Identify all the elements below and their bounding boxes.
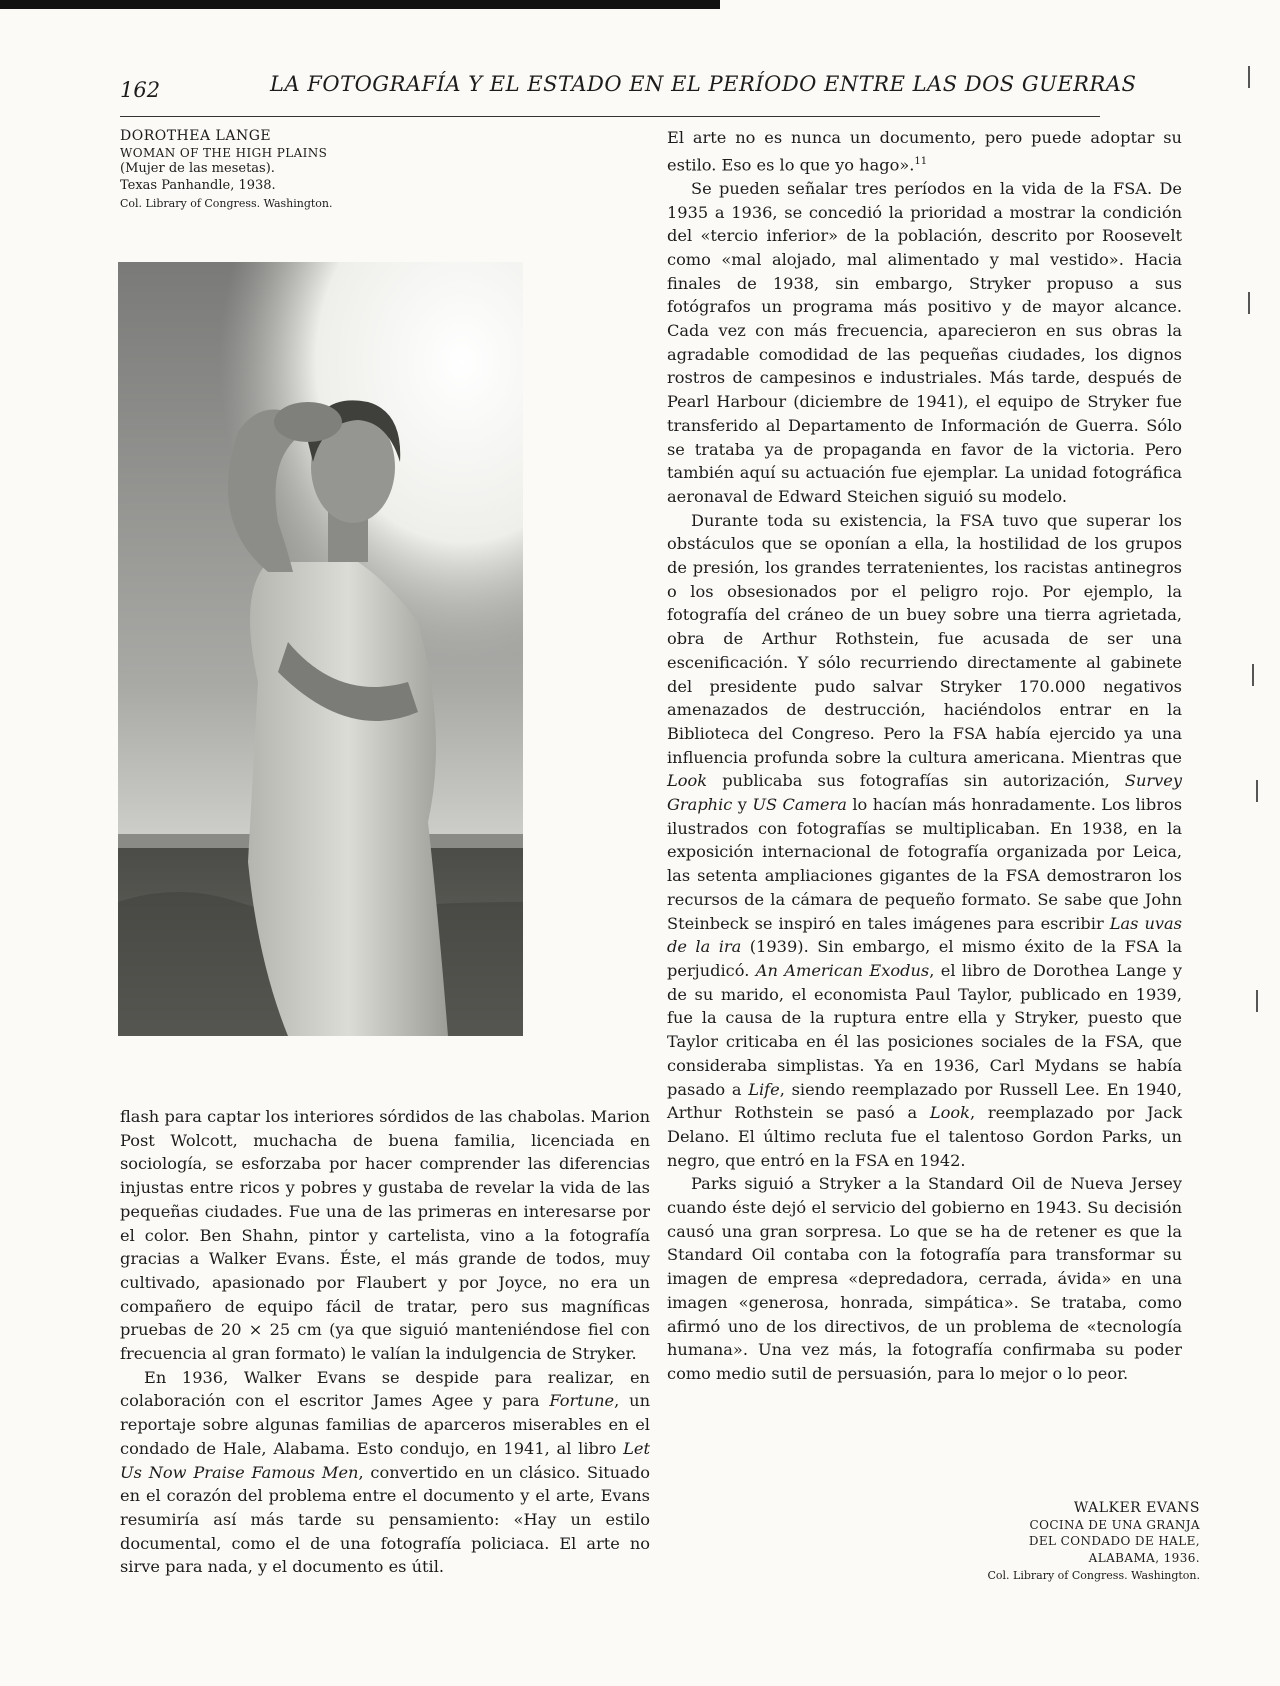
- caption-place-date: Texas Panhandle, 1938.: [120, 177, 276, 193]
- italic-title: Let Us Now Praise Famous Men: [120, 1438, 650, 1482]
- paragraph: flash para captar los interiores sórdidos de las chabolas. Marion Post Wolcott, muchacha de buena familia, licenciada en sociología, se esforzaba por hacer comprender las diferencias injustas entre ricos y pobres y gustaba de revelar la vida de las pequeñas ciudades. Fue una de las primeras en interesarse por el color. Ben Shahn, pintor y cartelista, vino a la fotografía gracias a Walker Evans. Éste, el más grande de todos, muy cultivado, apasionado por Flaubert y por Joyce, no era un compañero de equipo fácil de tratar, pero sus magníficas pruebas de 20 × 25 cm (ya que siguió manteniéndose fiel con frecuencia al gran formato) le valían la indulgencia de Stryker.: [120, 1107, 650, 1364]
- italic-title: Survey Graphic: [667, 771, 1182, 815]
- left-text-column: [120, 1105, 650, 1579]
- italic-title: Life: [748, 1079, 780, 1099]
- italic-title: Look: [929, 1103, 970, 1123]
- caption-title-line: COCINA DE UNA GRANJA: [1029, 1517, 1200, 1532]
- caption-author: DOROTHEA LANGE: [120, 128, 272, 144]
- italic-title: US Camera: [752, 795, 847, 815]
- photo-woman-of-the-high-plains: [118, 262, 523, 1036]
- caption-subtitle: (Mujer de las mesetas).: [120, 161, 275, 176]
- right-text-column: [667, 126, 1182, 1386]
- caption-title-line: DEL CONDADO DE HALE,: [1028, 1534, 1200, 1548]
- running-title: LA FOTOGRAFÍA Y EL ESTADO EN EL PERÍODO ENTRE LAS DOS GUERRAS: [270, 72, 1137, 96]
- caption-author: WALKER EVANS: [1073, 1500, 1200, 1516]
- scan-margin-mark: [1248, 292, 1250, 314]
- top-edge-rule: [0, 0, 720, 9]
- italic-title: Las uvas de la ira: [667, 913, 1182, 957]
- scan-margin-mark: [1248, 66, 1250, 88]
- caption-source: Col. Library of Congress. Washington.: [120, 197, 333, 210]
- paragraph: Parks siguió a Stryker a la Standard Oil de Nueva Jersey cuando éste dejó el servicio del gobierno en 1943. Su decisión causó una gran sorpresa. Lo que se ha de retener es que la Standard Oil contaba con la fotografía para transformar su imagen de empresa «depredadora, cerrada, ávida» en una imagen «generosa, honrada, simpática». Se trataba, como afirmó uno de los directivos, de un problema de «tecnología humana». Una vez más, la fotografía confirmaba su poder como medio sutil de persuasión, para lo mejor o lo peor.: [667, 1174, 1182, 1383]
- paragraph: Durante toda su existencia, la FSA tuvo que superar los obstáculos que se oponían a ella, la hostilidad de los grupos de presión, los grandes terratenientes, los racistas antinegros o los obsesionados por el peligro rojo. Por ejemplo, la fotografía del cráneo de un buey sobre una tierra agrietada, obra de Arthur Rothstein, fue acusada de ser una escenificación. Y sólo recurriendo directamente al gabinete del presidente pudo salvar Stryker 170.000 negativos amenazados de destrucción, haciéndolos entrar en la Biblioteca del Congreso. Pero la FSA había ejercido ya una influencia profunda sobre la cultura americana. Mientras que Look publicaba sus fotografías sin autorización, Survey Graphic y US Camera lo hacían más honradamente. Los libros ilustrados con fotografías se multiplicaban. En 1938, en la exposición internacional de fotografía organizada por Leica, las setenta ampliaciones gigantes de la FSA demostraron los recursos de la cámara de pequeño formato. Se sabe que John Steinbeck se inspiró en tales imágenes para escribir Las uvas de la ira (1939). Sin embargo, el mismo éxito de la FSA la perjudicó. An American Exodus, el libro de Dorothea Lange y de su marido, el economista Paul Taylor, publicado en 1939, fue la causa de la ruptura entre ella y Stryker, puesto que Taylor criticaba en él las posiciones sociales de la FSA, que consideraba simplistas. Ya en 1936, Carl Mydans se había pasado a Life, siendo reemplazado por Russell Lee. En 1940, Arthur Rothstein se pasó a Look, reemplazado por Jack Delano. El último recluta fue el talentoso Gordon Parks, un negro, que entró en la FSA en 1942.: [667, 510, 1183, 1170]
- caption-title: WOMAN OF THE HIGH PLAINS: [120, 145, 328, 160]
- scan-margin-mark: [1252, 664, 1254, 686]
- italic-title: An American Exodus: [755, 961, 930, 980]
- caption-source: Col. Library of Congress. Washington.: [987, 1569, 1200, 1582]
- paragraph: En 1936, Walker Evans se despide para realizar, en colaboración con el escritor James Agee y para Fortune, un reportaje sobre algunas familias de aparceros miserables en el condado de Hale, Alabama. Esto condujo, en 1941, al libro Let Us Now Praise Famous Men, convertido en un clásico. Situado en el corazón del problema entre el documento y el arte, Evans resumiría así más tarde su pensamiento: «Hay un estilo documental, como el de una fotografía policiaca. El arte no sirve para nada, y el documento es útil.: [120, 1367, 650, 1577]
- paragraph: El arte no es nunca un documento, pero puede adoptar su estilo. Eso es lo que yo hago».$^{11}$: [667, 128, 1182, 175]
- italic-title: Fortune: [549, 1391, 615, 1411]
- footnote-reference: 11: [914, 155, 928, 167]
- photo-caption-evans: [940, 1500, 1200, 1585]
- photo-caption-lange: [120, 128, 420, 213]
- scan-margin-mark: [1256, 780, 1258, 802]
- scan-margin-mark: [1256, 990, 1258, 1012]
- page-number: 162: [120, 78, 161, 102]
- page-header: [120, 72, 1137, 112]
- caption-title-line: ALABAMA, 1936.: [1088, 1550, 1200, 1565]
- italic-title: Look: [667, 771, 708, 791]
- header-rule: [120, 116, 1100, 117]
- paragraph: Se pueden señalar tres períodos en la vida de la FSA. De 1935 a 1936, se concedió la prioridad a mostrar la condición del «tercio inferior» de la población, descrito por Roosevelt como «mal alojado, mal alimentado y mal vestido». Hacia finales de 1938, sin embargo, Stryker propuso a sus fotógrafos un programa más positivo y de mayor alcance. Cada vez con más frecuencia, aparecieron en sus obras la agradable comodidad de las pequeñas ciudades, los dignos rostros de campesinos e industriales. Más tarde, después de Pearl Harbour (diciembre de 1941), el equipo de Stryker fue transferido al Departamento de Información de Guerra. Sólo se trataba ya de propaganda en favor de la victoria. Pero también aquí su actuación fue ejemplar. La unidad fotográfica aeronaval de Edward Steichen siguió su modelo.: [667, 178, 1182, 506]
